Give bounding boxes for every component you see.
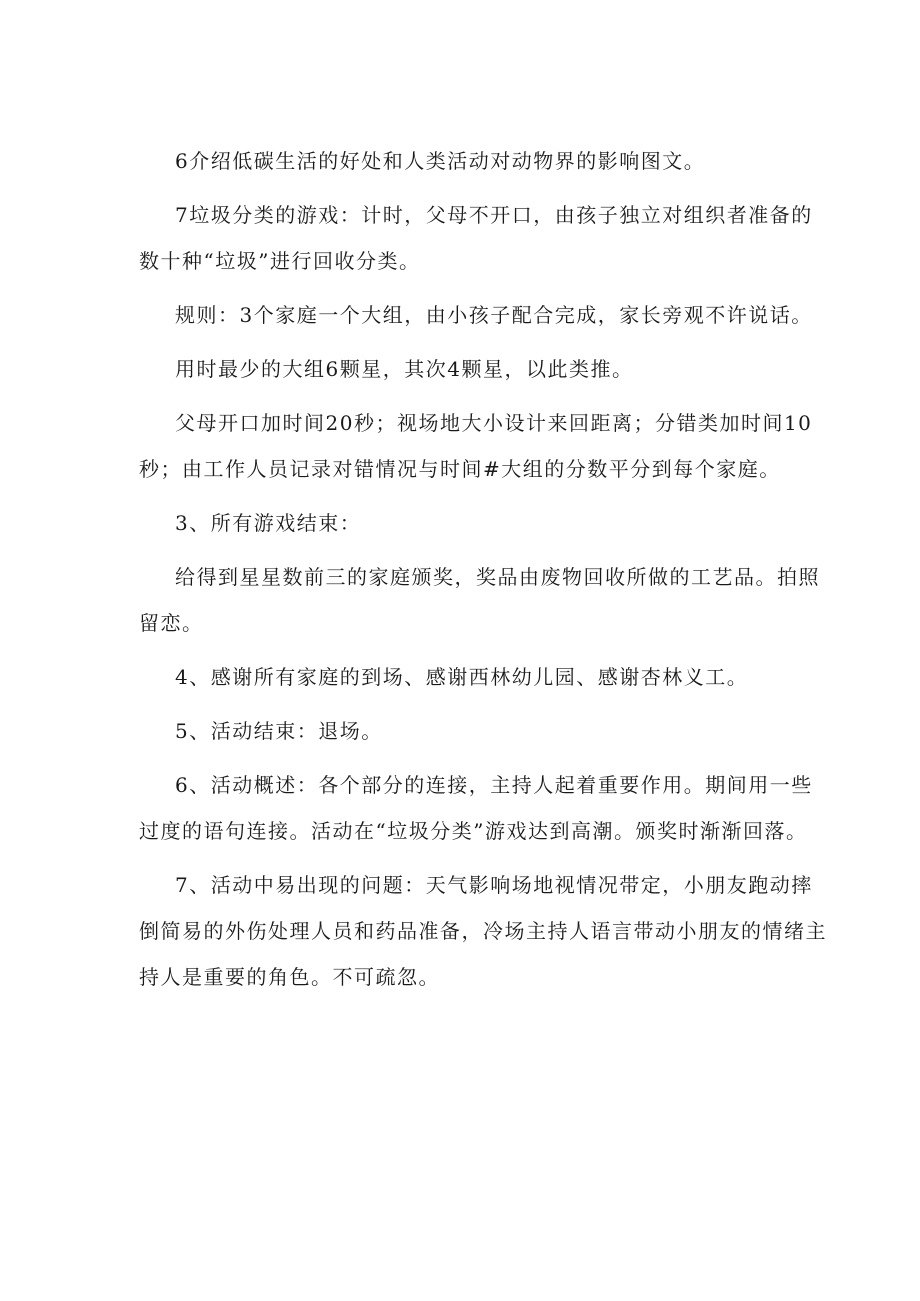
paragraph-stars [139,346,784,392]
paragraph-line: 7垃圾分类的游戏：计时，父母不开口，由孩子独立对组织者准备的 [175,203,813,227]
paragraph-6-intro [139,138,784,184]
paragraph-line: 3、所有游戏结束： [175,511,362,535]
paragraph-line: 7、活动中易出现的问题：天气影响场地视情况带定，小朋友跑动摔 [175,873,813,897]
paragraph-5-end [139,708,784,754]
paragraph-7-problems [139,862,827,1000]
paragraph-line: 给得到星星数前三的家庭颁奖，奖品由废物回收所做的工艺品。拍照 [175,565,820,589]
paragraph-awards [139,554,820,646]
paragraph-line: 秒；由工作人员记录对错情况与时间#大组的分数平分到每个家庭。 [139,457,781,481]
paragraph-3-games-end [139,500,784,546]
paragraph-line: 规则：3个家庭一个大组，由小孩子配合完成，家长旁观不许说话。 [175,303,813,327]
paragraph-line: 倒简易的外伤处理人员和药品准备，冷场主持人语言带动小朋友的情绪主 [139,919,827,943]
paragraph-line: 6、活动概述：各个部分的连接，主持人起着重要作用。期间用一些 [175,773,813,797]
paragraph-line: 留恋。 [139,611,204,635]
paragraph-line: 6介绍低碳生活的好处和人类活动对动物界的影响图文。 [175,149,706,173]
paragraph-4-thanks [139,654,784,700]
document-body [139,138,827,1008]
paragraph-line: 用时最少的大组6颗星，其次4颗星，以此类推。 [175,357,634,381]
paragraph-rules [139,292,813,338]
paragraph-7-sorting-game [139,192,813,284]
paragraph-line: 数十种“垃圾”进行回收分类。 [139,249,421,273]
paragraph-line: 4、感谢所有家庭的到场、感谢西林幼儿园、感谢杏林义工。 [175,665,749,689]
paragraph-line: 5、活动结束：退场。 [175,719,383,743]
paragraph-line: 过度的语句连接。活动在“垃圾分类”游戏达到高潮。颁奖时渐渐回落。 [139,819,808,843]
paragraph-line: 父母开口加时间20秒；视场地大小设计来回距离；分错类加时间10 [175,411,813,435]
paragraph-line: 持人是重要的角色。不可疏忽。 [139,965,440,989]
paragraph-6-overview [139,762,813,854]
paragraph-penalties [139,400,813,492]
